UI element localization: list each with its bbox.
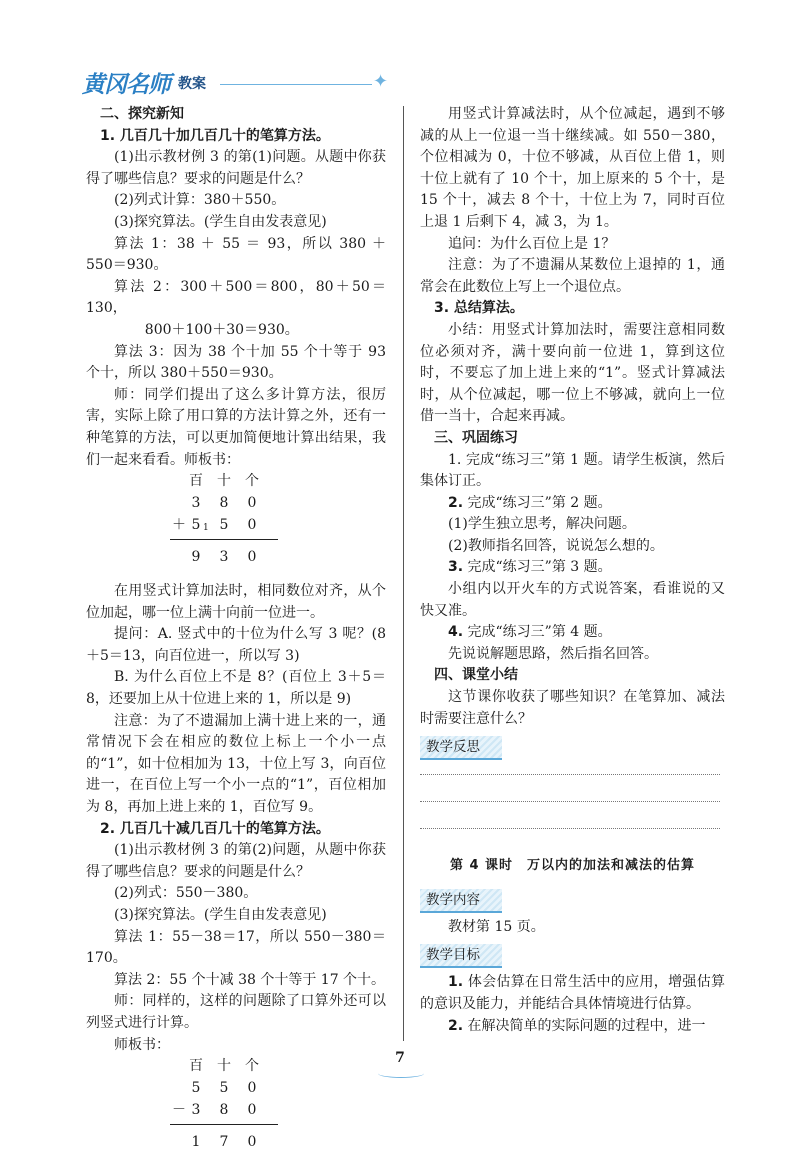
digit: 5	[191, 1080, 201, 1097]
paragraph: 注意：为了不遗漏从某数位上退掉的 1，通常会在此数位上写上一个退位点。	[420, 257, 725, 295]
digit: 1	[191, 1134, 201, 1151]
item-number: 4.	[448, 624, 464, 641]
paragraph: 用竖式计算减法时，从个位减起，遇到不够减的从上一位退一当十继续减。如 550－380，个位相减为 0，十位不够减，从百位上借 1，则十位上就有了 10 个十，加上原来的 5 个十，是 15 个十，减去 8 个十，十位上为 7，同时百位上退 1 后剩下 4，减 3，为 1。	[420, 106, 725, 230]
exercise-item	[420, 493, 725, 515]
sparkle-icon: ✦	[373, 71, 389, 92]
section-heading: 三、巩固练习	[434, 429, 518, 446]
digit: 7	[219, 1134, 229, 1151]
right-column	[420, 104, 725, 1037]
paragraph: 注意：为了不遗漏加上满十进上来的一，通常情况下会在相应的数位上标上一个小一点的“1”，如十位相加为 13，十位上写 3，向百位进一，在百位上写一个小一点的“1”，百位相加为 8，再加上进上来的 1，百位写 9。	[86, 712, 386, 816]
place-ones: 个	[245, 473, 259, 490]
digit: 3	[219, 549, 229, 566]
item-number: 2.	[448, 494, 464, 511]
digit: 0	[247, 549, 257, 566]
reflection-tab	[420, 736, 494, 760]
item-text: 完成“练习三”第 4 题。	[463, 624, 612, 641]
paragraph: 算法 2：300＋500＝800，80＋50＝130，	[86, 278, 386, 317]
item-text: 完成“练习三”第 2 题。	[463, 494, 612, 511]
digit: 8	[219, 495, 229, 512]
paragraph: 先说说解题思路，然后指名回答。	[448, 645, 658, 662]
paragraph: (2)教师指名回答，说说怎么想的。	[448, 537, 664, 554]
subsection-heading: 1. 几百几十加几百几十的笔算方法。	[100, 127, 330, 144]
paragraph: B. 为什么百位上不是 8？(百位上 3＋5＝8，还要加上从十位进上来的 1，所以是 9)	[86, 669, 386, 708]
paragraph: 师：同学们提出了这么多计算方法，很厉害，实际上除了用口算的方法计算之外，还有一种笔算的方法，可以更加简便地计算出结果，我们一起来看看。师板书：	[86, 386, 386, 468]
paragraph: 提问：A. 竖式中的十位为什么写 3 呢？(8＋5＝13，向百位进一，所以写 3)	[86, 626, 386, 664]
minus-sign: －	[172, 1102, 186, 1119]
subsection-heading: 2. 几百几十减几百几十的笔算方法。	[100, 820, 330, 837]
sum-line	[170, 539, 278, 540]
paragraph: 小组内以开火车的方式说答案，看谁说的又快又准。	[420, 581, 725, 619]
place-hundreds: 百	[189, 473, 203, 490]
paragraph: 师：同样的，这样的问题除了口算外还可以列竖式进行计算。	[86, 993, 386, 1031]
place-tens: 十	[217, 473, 231, 490]
page-number-decoration	[378, 1069, 424, 1078]
paragraph: 800＋100＋30＝930。	[144, 321, 299, 338]
paragraph: (1)出示教材例 3 的第(1)问题。从题中你获得了哪些信息？要求的问题是什么？	[86, 149, 386, 187]
item-text: 完成“练习三”第 3 题。	[463, 559, 612, 576]
section-heading: 四、课堂小结	[434, 667, 518, 684]
writing-line	[420, 828, 720, 829]
tab-label: 教学反思	[426, 739, 480, 756]
paragraph: 在用竖式计算加法时，相同数位对齐，从个位加起，哪一位上满十向前一位进一。	[86, 583, 386, 621]
digit: 5	[219, 517, 229, 534]
difference-line	[170, 1124, 278, 1125]
item-number: 2.	[448, 1017, 464, 1034]
exercise-item: 1. 完成“练习三”第 1 题。请学生板演，然后集体订正。	[420, 451, 725, 490]
lesson-title: 第 4 课时 万以内的加法和减法的估算	[449, 858, 696, 874]
paragraph: (1)出示教材例 3 的第(2)问题，从题中你获得了哪些信息？要求的问题是什么？	[86, 842, 386, 880]
writing-line	[420, 801, 720, 802]
column-divider	[403, 106, 404, 1041]
paragraph: 教材第 15 页。	[448, 918, 545, 935]
page-header	[82, 66, 389, 106]
paragraph: 追问：为什么百位上是 1？	[448, 235, 616, 252]
digit: 0	[247, 1102, 257, 1119]
paragraph: 师板书：	[114, 1036, 170, 1053]
paragraph: (2)列式计算：380＋550。	[114, 192, 286, 209]
left-column	[86, 104, 386, 1152]
digit: 5	[191, 517, 201, 534]
digit: 3	[191, 495, 201, 512]
place-ones: 个	[245, 1058, 259, 1075]
paragraph: 算法 3：因为 38 个十加 55 个十等于 93 个十，所以 380＋550＝930。	[86, 343, 386, 382]
paragraph: 这节课你收获了哪些知识？在笔算加、减法时需要注意什么？	[420, 689, 725, 727]
subsection-heading: 3. 总结算法。	[434, 300, 524, 317]
brand-logo: 黄冈名师	[82, 72, 170, 98]
place-hundreds: 百	[189, 1058, 203, 1075]
item-text: 体会估算在日常生活中的应用，增强估算的意识及能力，并能结合具体情境进行估算。	[420, 974, 725, 1012]
plus-sign: ＋	[172, 517, 186, 534]
tab-label: 教学目标	[426, 947, 480, 964]
digit: 0	[247, 517, 257, 534]
paragraph: 算法 1：38 ＋ 55 ＝ 93，所以 380 ＋ 550＝930。	[86, 235, 386, 274]
paragraph: (2)列式：550－380。	[114, 885, 258, 902]
item-text: 在解决简单的实际问题的过程中，进一	[463, 1017, 706, 1034]
goals-tab	[420, 944, 494, 968]
paragraph: 小结：用竖式计算加法时，需要注意相同数位必须对齐，满十要向前一位进 1，算到这位时，不要忘了加上进上来的“1”。竖式计算减法时，从个位减起，哪一位上不够减，就向上一位借一当十，合起来再减。	[420, 321, 725, 425]
writing-line	[420, 774, 720, 775]
digit: 0	[247, 1080, 257, 1097]
exercise-item	[420, 557, 725, 579]
digit: 9	[191, 549, 201, 566]
paragraph: (3)探究算法。(学生自由发表意见)	[114, 213, 327, 230]
exercise-item	[420, 622, 725, 644]
paragraph: 算法 1：55－38＝17，所以 550－380＝170。	[86, 928, 386, 967]
header-rule	[220, 84, 372, 85]
carry-mark: 1	[203, 523, 209, 534]
paragraph: (3)探究算法。(学生自由发表意见)	[114, 907, 327, 923]
brand-subtitle: 教案	[178, 76, 206, 92]
item-number: 3.	[448, 559, 464, 576]
digit: 0	[247, 1134, 257, 1151]
page-number: 7	[395, 1050, 405, 1066]
digit: 5	[219, 1080, 229, 1097]
goal-item	[420, 1016, 725, 1038]
item-number: 1.	[448, 974, 464, 991]
digit: 8	[219, 1102, 229, 1119]
section-heading: 二、探究新知	[100, 106, 184, 122]
tab-label: 教学内容	[426, 891, 480, 908]
paragraph: (1)学生独立思考，解决问题。	[448, 516, 636, 533]
goal-item	[420, 972, 725, 1015]
digit: 0	[247, 495, 257, 512]
content-tab	[420, 889, 494, 913]
vertical-addition	[86, 471, 386, 581]
paragraph: 算法 2：55 个十减 38 个十等于 17 个十。	[114, 971, 386, 988]
place-tens: 十	[217, 1058, 231, 1075]
vertical-subtraction	[86, 1056, 386, 1152]
digit: 3	[191, 1102, 201, 1119]
